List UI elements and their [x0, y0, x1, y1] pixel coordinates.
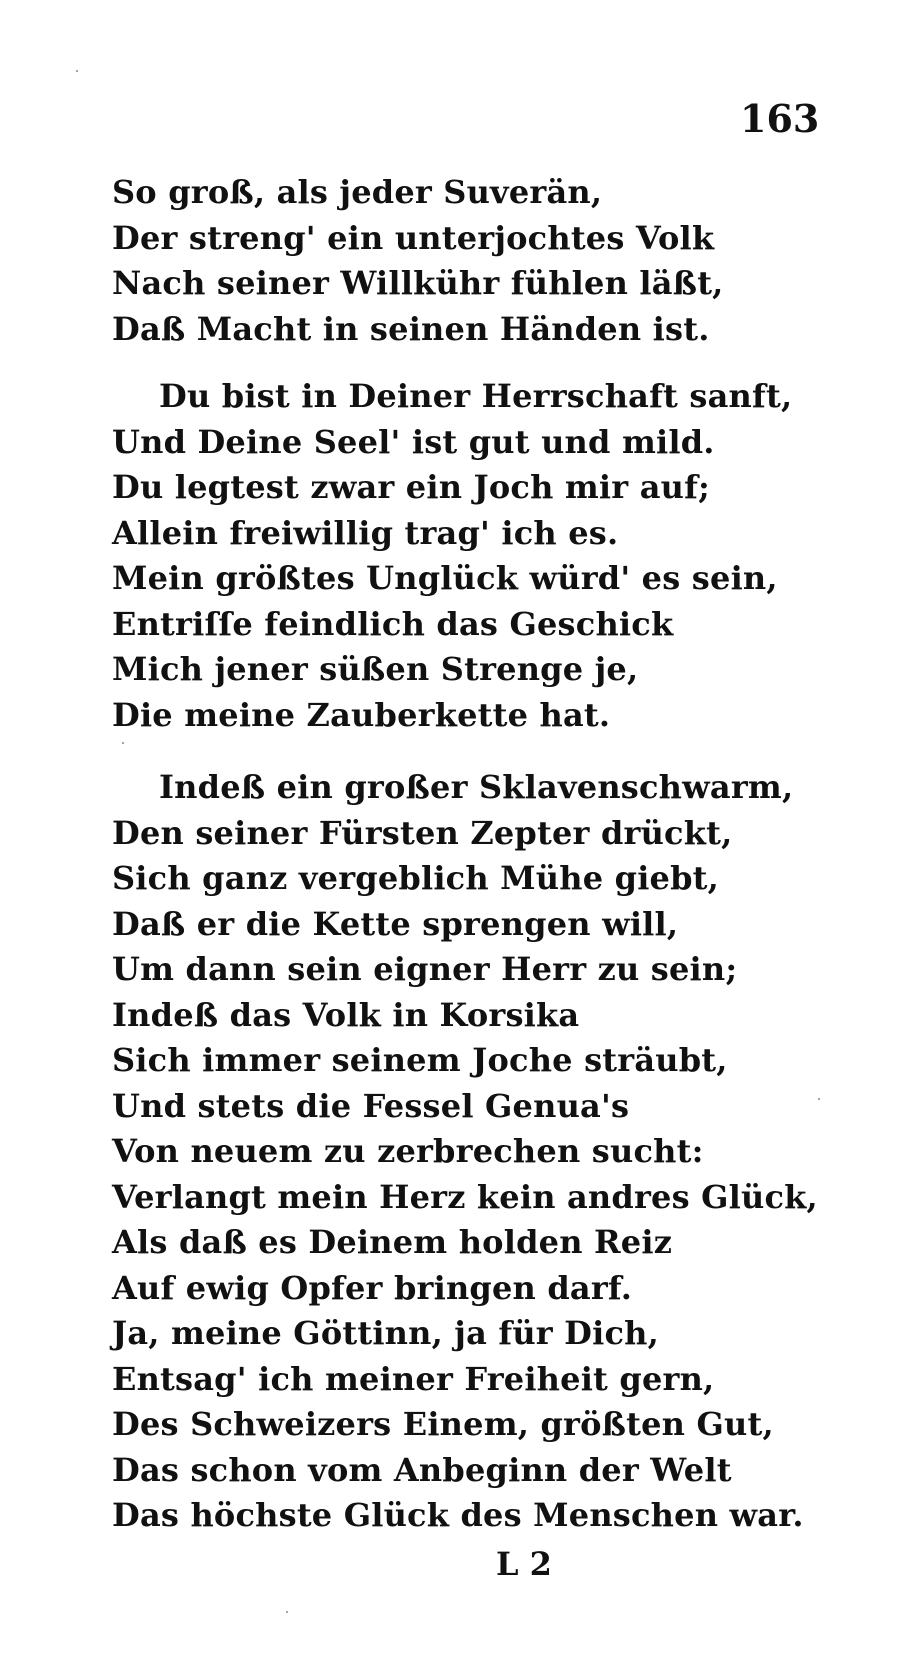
poem-line: Das höchste Glück des Menschen war.: [112, 1496, 804, 1534]
poem-line: Der streng' ein unterjochtes Volk: [112, 218, 715, 257]
poem-line: Um dann sein eigner Herr zu sein;: [112, 950, 738, 988]
poem-line: Von neuem zu zerbrechen sucht:: [112, 1132, 704, 1170]
poem-line: Und Deine Seel' ist gut und mild.: [112, 422, 715, 461]
poem-line: Das schon vom Anbeginn der Welt: [112, 1450, 732, 1489]
poem-line: Nach seiner Willkühr fühlen läßt,: [112, 264, 724, 302]
poem-line: Verlangt mein Herz kein andres Glück,: [112, 1177, 818, 1216]
poem-line: Indeß das Volk in Korsika: [112, 995, 580, 1034]
poem-line: So groß, als jeder Suverän,: [112, 173, 603, 211]
poem-line: Entriſſe feindlich das Geschick: [112, 604, 674, 643]
poem-line: Den seiner Fürsten Zepter drückt,: [112, 813, 733, 852]
poem-line: Des Schweizers Einem, größten Gut,: [112, 1405, 774, 1443]
stanza-2: [112, 374, 793, 738]
poem-line: Auf ewig Opfer bringen darf.: [112, 1268, 633, 1307]
poem-line: Du legtest zwar ein Joch mir auf;: [112, 468, 711, 506]
poem-line: Mein größtes Unglück würd' es sein,: [112, 559, 778, 597]
poem-line: Du bist in Deiner Herrschaft sanft,: [159, 377, 793, 415]
poem-line: Daß er die Kette sprengen will,: [112, 904, 679, 943]
poem-line: Allein freiwillig trag' ich es.: [112, 513, 619, 552]
scan-speck: [122, 742, 124, 744]
poem-line: Und stets die Fessel Genua's: [112, 1086, 630, 1125]
scan-speck: [76, 70, 78, 72]
poem-line: Indeß ein großer Sklavenschwarm,: [159, 768, 794, 806]
poem-line: Entsag' ich meiner Freiheit gern,: [112, 1359, 715, 1398]
poem-line: Als daß es Deinem holden Reiz: [112, 1223, 673, 1261]
stanza-1: [112, 170, 722, 352]
stanza-3: [112, 765, 818, 1539]
poem-line: Daß Macht in seinen Händen ist.: [112, 309, 710, 348]
poem-line: Sich immer seinem Joche sträubt,: [112, 1041, 728, 1079]
signature-mark: L 2: [496, 1545, 552, 1583]
poem-line: Mich jener süßen Strenge je,: [112, 650, 639, 688]
poem-line: Die meine Zauberkette hat.: [112, 695, 611, 734]
scan-speck: [818, 1098, 820, 1100]
poem-line: Sich ganz vergeblich Mühe giebt,: [112, 859, 720, 897]
scan-speck: [286, 1611, 288, 1613]
poem-line: Ja, meine Göttinn, ja für Dich,: [112, 1314, 659, 1352]
page-number: 163: [740, 96, 820, 141]
